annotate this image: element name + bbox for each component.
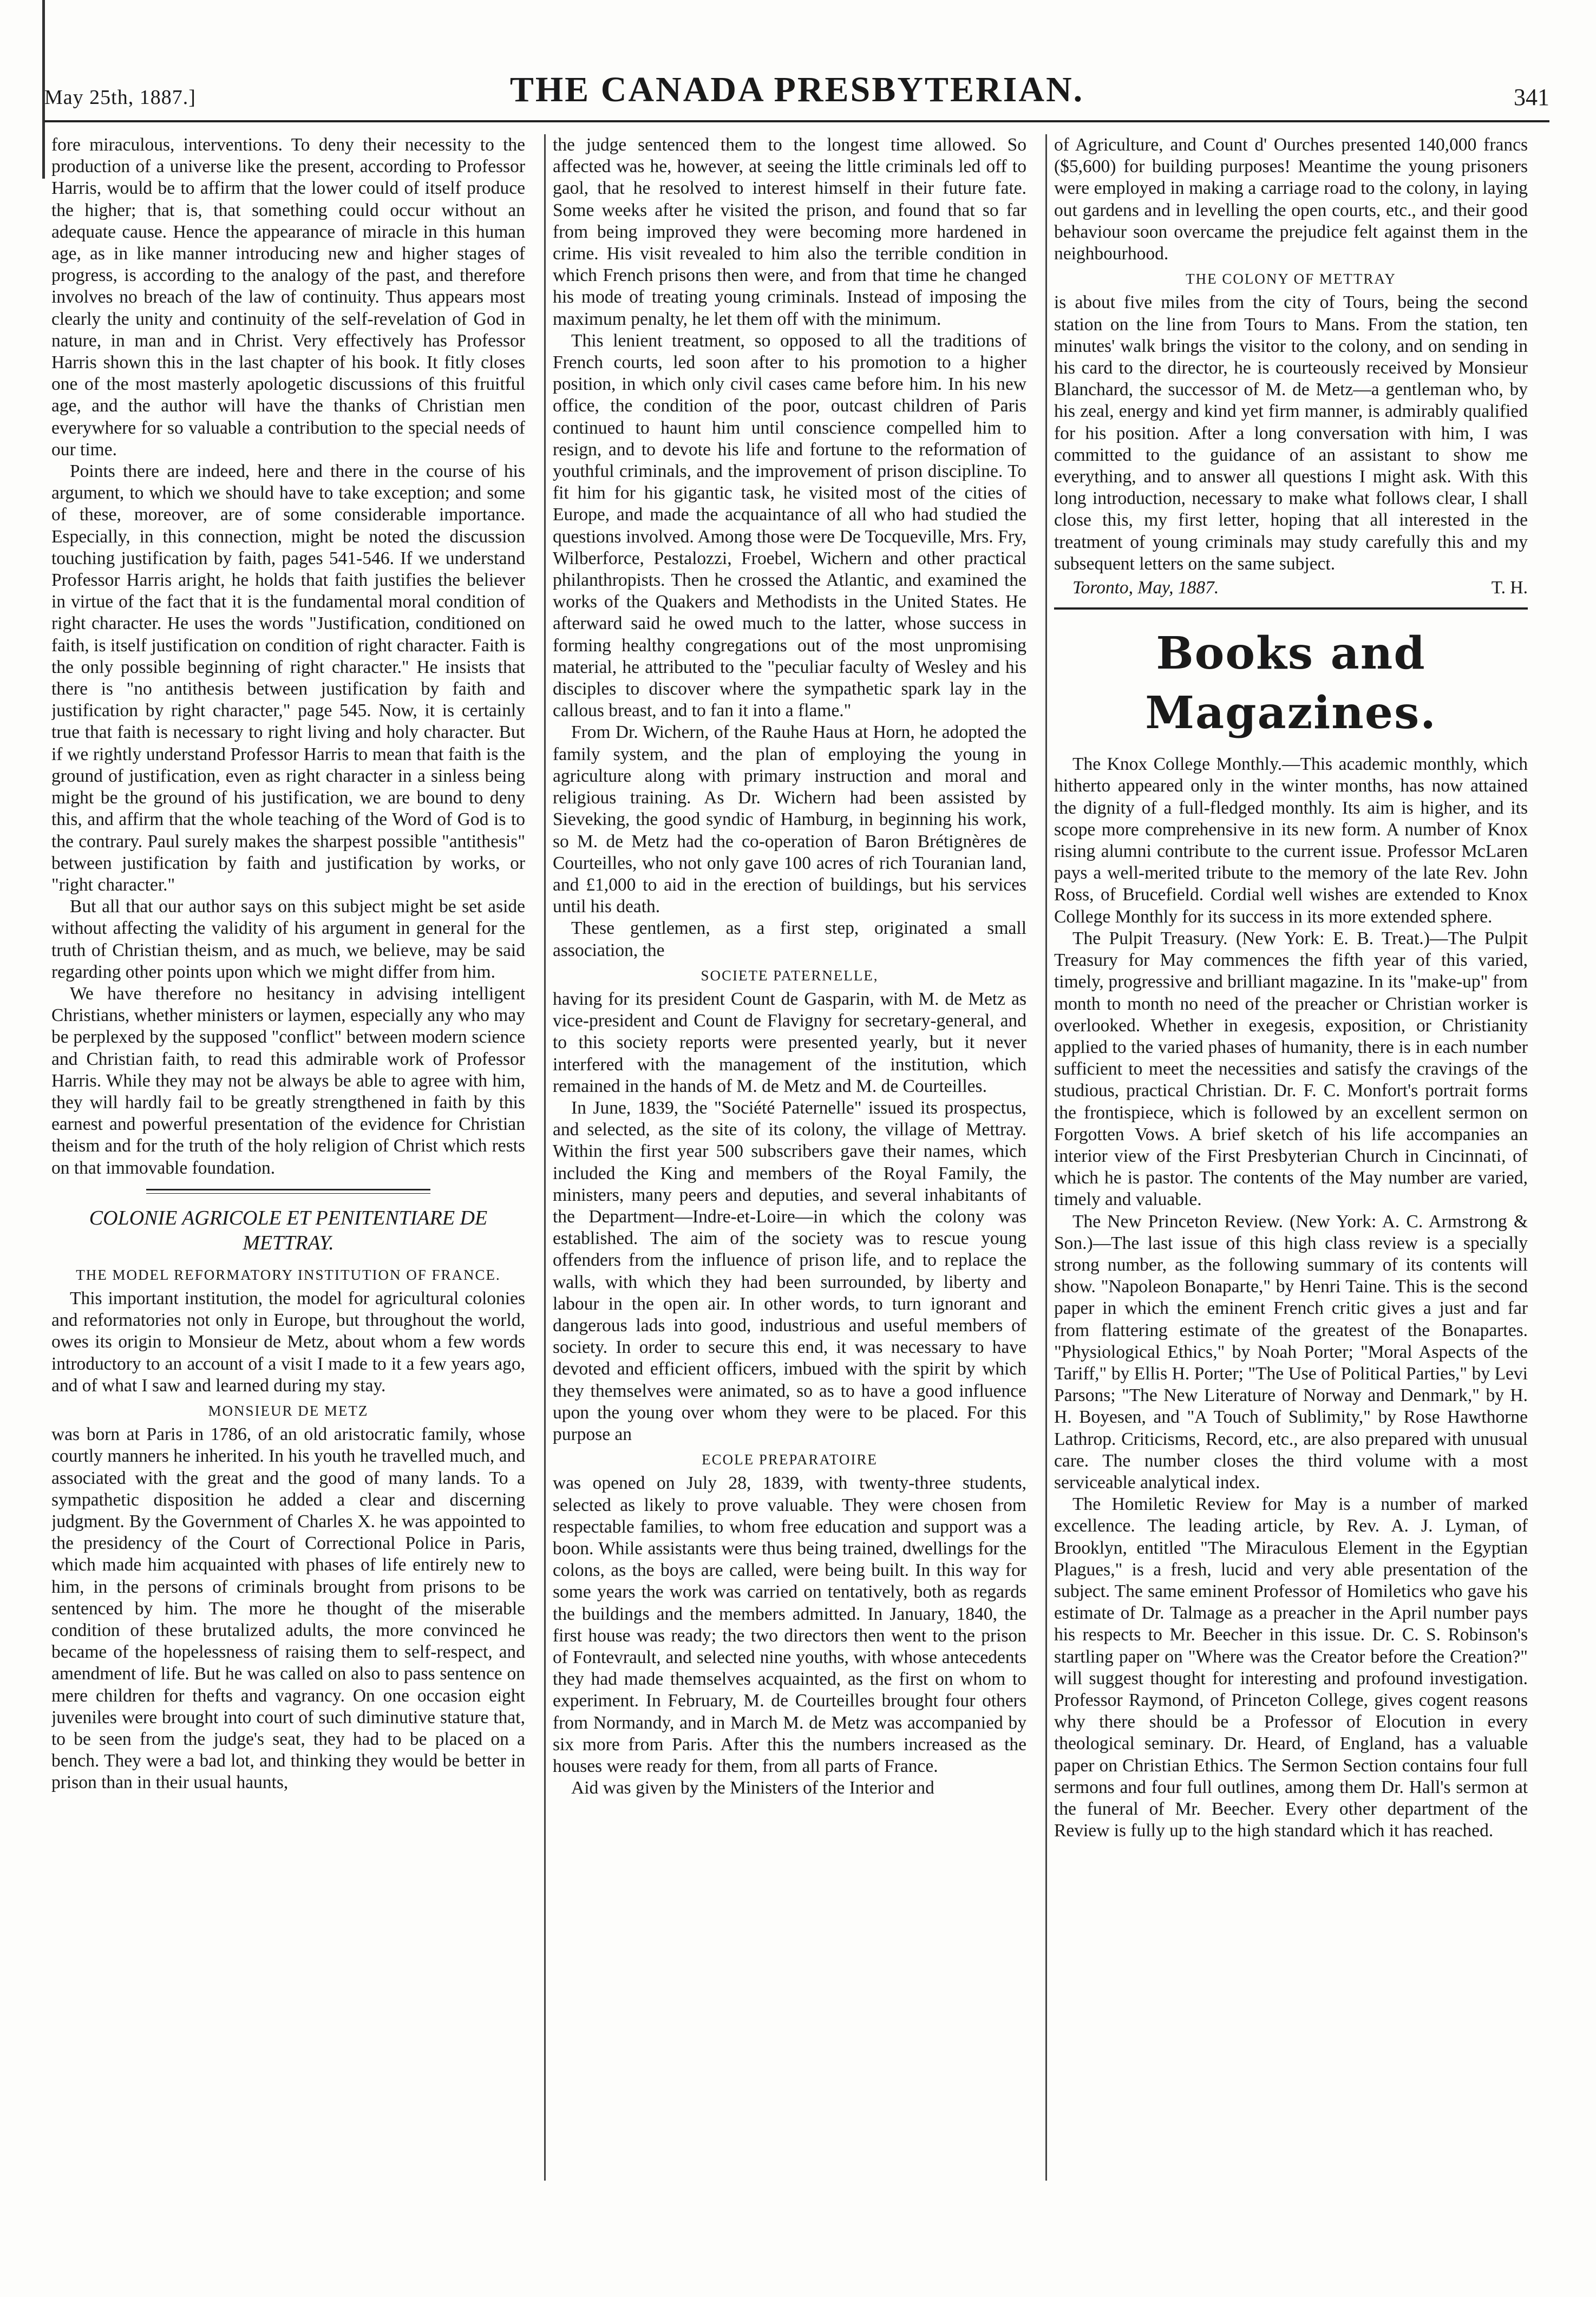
paragraph: These gentlemen, as a first step, originated a small association, the <box>553 918 1026 960</box>
paragraph: was born at Paris in 1786, of an old aristocratic family, whose courtly manners he inherited. In his youth he travelled much, and associated with the great and the good of many lands. To a sympathetic disposition he added a clear and discerning judgment. By the Government of Charles X. he was appointed to the presidency of the Court of Correctional Police in Paris, which made him acquainted with phases of life entirely new to him, in the persons of criminals brought from prisons to be sentenced by him. The more he thought of the miserable condition of these brutalized adults, the more convinced he became of the hopelessness of raising them to self-respect, and amendment of life. But he was called on also to pass sentence on mere children for thefts and vagrancy. On one occasion eight juveniles were brought into court of such diminutive stature that, to be seen from the judge's seat, they had to be placed on a bench. They were a bad lot, and thinking they would be better in prison than in their usual haunts, <box>51 1424 525 1793</box>
section-separator <box>146 1189 430 1194</box>
paragraph: This important institution, the model for agricultural colonies and reformatories not only in Europe, but throughout the world, owes its origin to Monsieur de Metz, about whom a few words introductory to an account of a visit I made to it a few years ago, and of what I saw and learned during my stay. <box>51 1288 525 1396</box>
paragraph: The Pulpit Treasury. (New York: E. B. Treat.)—The Pulpit Treasury for May commences the fifth year of this varied, timely, progressive and brilliant magazine. In its "make-up" from month to month no need of the preacher or Christian worker is overlooked. Whether in exegesis, exposition, or Christianity applied to the varied phases of humanity, there is in each number sufficient to meet the necessities and satisfy the cravings of the studious, practical Christian. Dr. F. C. Monfort's portrait forms the frontispiece, which is followed by an excellent sermon on Forgotten Vows. A brief sketch of his life accompanies an interior view of the First Presbyterian Church in Cincinnati, of which he is pastor. The contents of the May number are varied, timely and valuable. <box>1054 928 1528 1210</box>
page-header <box>44 69 1549 123</box>
column-2 <box>553 134 1026 2186</box>
signature-initials: T. H. <box>1491 578 1528 598</box>
paragraph: fore miraculous, interventions. To deny their necessity to the production of a universe like the present, according to Professor Harris, would be to affirm that the lower could of itself produce the higher; that is, that something could occur without an adequate cause. Hence the appearance of miracle in this human age, as in like manner introducing new and higher stages of progress, is according to the analogy of the past, and therefore involves no breach of the law of continuity. Thus appears most clearly the unity and continuity of the self-revelation of God in nature, in man and in Christ. Very effectively has Professor Harris shown this in the last chapter of his book. It fitly closes one of the most masterly apologetic discussions of this fruitful age, and the author will have the thanks of Christian men everywhere for so valuable a contribution to the special needs of our time. <box>51 135 525 460</box>
paragraph: The Knox College Monthly.—This academic monthly, which hitherto appeared only in the winter months, has now attained the dignity of a full-fledged monthly. Its aim is higher, and its scope more comprehensive in its new form. A number of Knox rising alumni contribute to the current issue. Professor McLaren pays a well-merited tribute to the memory of the late Rev. John Ross, of Brucefield. Cordial well wishes are extended to Knox College Monthly for its success in its more extended sphere. <box>1054 754 1528 927</box>
header-rule <box>44 120 1549 122</box>
masthead-title: THE CANADA PRESBYTERIAN. <box>509 70 1084 109</box>
paragraph: Aid was given by the Ministers of the Interior and <box>571 1778 934 1798</box>
subheading: ECOLE PREPARATOIRE <box>702 1451 878 1468</box>
paragraph: having for its president Count de Gasparin, with M. de Metz as vice-president and Count de Flavigny for secretary-general, and to this society reports were presented yearly, but it never interfered with the management of the institution, which remained in the hands of M. de Metz and M. de Courteilles. <box>553 989 1026 1096</box>
page-number: 341 <box>1514 84 1549 110</box>
paragraph: In June, 1839, the "Société Paternelle" issued its prospectus, and selected, as the site of its colony, the village of Mettray. Within the first year 500 subscribers gave their names, which included the King and members of the Royal Family, the ministers, many peers and deputies, and several inhabitants of the Department—Indre-et-Loire—in which the colony was established. The aim of the society was to rescue young offenders from the influence of prison life, and to replace the walls, with which they had been surrounded, by liberty and labour in the open air. In other words, to turn ignorant and dangerous lads into good, industrious and useful members of society. In order to secure this end, it was necessary to have devoted and efficient officers, imbued with the spirit by which they themselves were animated, so as to have a good influence upon the young over whom they were to be placed. For this purpose an <box>553 1097 1026 1444</box>
paragraph: The Homiletic Review for May is a number of marked excellence. The leading article, by Rev. A. J. Lyman, of Brooklyn, entitled "The Miraculous Element in the Egyptian Plagues," is a fresh, lucid and very able presentation of the subject. The same eminent Professor of Homiletics who gave his estimate of Dr. Talmage as a preacher in the April number pays his respects to Mr. Beecher in this issue. Dr. C. S. Robinson's startling paper on "Where was the Creator before the Creation?" will suggest thought for interesting and profound investigation. Professor Raymond, of Princeton College, gives cogent reasons why there should be a Professor of Elocution in every theological seminary. Dr. Heard, of England, has a valuable paper on Christian Ethics. The Sermon Section contains four full sermons and four full outlines, among them Dr. Hall's sermon at the funeral of Mr. Beecher. Every other department of the Review is fully up to the high standard which it has reached. <box>1054 1494 1528 1841</box>
paragraph: We have therefore no hesitancy in advising intelligent Christians, whether ministers or laymen, especially any who may be perplexed by the supposed "conflict" between modern science and Christian faith, to read this admirable work of Professor Harris. While they may not be always be able to agree with him, they will hardly fail to be greatly strengthened in faith by this earnest and powerful presentation of the evidence for Christian theism and for the truth of the holy religion of Christ which rests on that immovable foundation. <box>51 983 525 1178</box>
paragraph: From Dr. Wichern, of the Rauhe Haus at Horn, he adopted the family system, and the plan of employing the young in agriculture along with primary instruction and moral and religious training. As Dr. Wichern had been assisted by Sieveking, the good syndic of Hamburg, in beginning his work, so M. de Metz had the co-operation of Baron Brétignères de Courteilles, who not only gave 100 acres of rich Touranian land, and £1,000 to aid in the erection of buildings, but his services until his death. <box>553 722 1026 917</box>
subheading: MONSIEUR DE METZ <box>208 1402 369 1419</box>
paragraph: was opened on July 28, 1839, with twenty-three students, selected as likely to prove valuable. They were chosen from respectable families, to whom free education and support was a boon. While assistants were thus being trained, dwellings for the colons, as the boys are called, were being built. In this way for some years the work was carried on tentatively, both as regards the buildings and the members admitted. In January, 1840, the first house was ready; the two directors then went to the prison of Fontevrault, and selected nine youths, with whose antecedents they had made themselves acquainted, as the first on whom to experiment. In February, M. de Courteilles brought four others from Normandy, and in March M. de Metz was accompanied by six more from Paris. After this the numbers increased as the houses were ready for them, from all parts of France. <box>553 1473 1026 1777</box>
issue-date: May 25th, 1887.] <box>44 86 196 109</box>
column-3 <box>1054 134 1528 2186</box>
paragraph: But all that our author says on this subject might be set aside without affecting the validity of his argument in general for the truth of Christian theism, and as much, we believe, may be said regarding other points upon which we might differ from him. <box>51 896 525 982</box>
paragraph: is about five miles from the city of Tours, being the second station on the line from Tours to Mans. From the station, ten minutes' walk brings the visitor to the colony, and on sending in his card to the director, he is courteously received by Monsieur Blanchard, the successor of M. de Metz—a gentleman who, by his zeal, energy and kind yet firm manner, is admirably qualified for his position. After a long conversation with him, I was committed to the guidance of an assistant to show me everything, and to answer all questions I might ask. With this long introduction, necessary to make what follows clear, I shall close this, my first letter, hoping that all interested in the treatment of young criminals may study carefully this and my subsequent letters on the same subject. <box>1054 292 1528 574</box>
paragraph: the judge sentenced them to the longest time allowed. So affected was he, however, at seeing the little criminals led off to gaol, that he resolved to interest himself in their future fate. Some weeks after he visited the prison, and found that so far from being improved they were becoming more hardened in crime. His visit revealed to him also the terrible condition in which French prisons then were, and from that time he changed his mode of treating young criminals. Instead of imposing the maximum penalty, he let them off with the minimum. <box>553 135 1026 329</box>
signature-line <box>1054 577 1528 599</box>
column-rule <box>1045 134 1047 2181</box>
section-rule <box>1054 607 1528 610</box>
column-1 <box>51 134 525 2186</box>
subheading: THE COLONY OF METTRAY <box>1186 271 1396 287</box>
article-subtitle: THE MODEL REFORMATORY INSTITUTION OF FRANCE. <box>76 1266 501 1283</box>
paragraph: This lenient treatment, so opposed to all the traditions of French courts, led soon after to his promotion to a higher position, in which only civil cases came before him. In his new office, the condition of the poor, outcast children of Paris continued to haunt him until conscience compelled him to resign, and to devote his life and fortune to the reformation of youthful criminals, and the improvement of prison discipline. To fit him for his gigantic task, he visited most of the cities of Europe, and made the acquaintance of all who had studied the questions involved. Among those were De Tocqueville, Mrs. Fry, Wilberforce, Pestalozzi, Froebel, Wichern and other practical philanthropists. Then he crossed the Atlantic, and examined the works of the Quakers and Methodists in the United States. He afterward said he owed much to the latter, whose success in forming healthy congregations out of the most unpromising material, he attributed to the "peculiar faculty of Wesley and his disciples to discover where the sympathetic spark lay in the callous breast, and to fan it into a flame." <box>553 330 1026 721</box>
signature-place: Toronto, May, 1887. <box>1072 578 1219 598</box>
paragraph: The New Princeton Review. (New York: A. C. Armstrong & Son.)—The last issue of this high class review is a specially strong number, as the following summary of its contents will show. "Napoleon Bonaparte," by Henri Taine. This is the second paper in which the eminent French critic gives a just and far from flattering estimate of the greatest of the Bonapartes. "Physiological Ethics," by Noah Porter; "Moral Aspects of the Tariff," by Ellis H. Porter; "The Use of Political Parties," by Levi Parsons; "The New Literature of Norway and Denmark," by H. H. Boyesen, and "A Touch of Sublimity," by Rose Hawthorne Lathrop. Criticisms, Record, etc., are also prepared with unusual care. The number closes the third volume with a most serviceable analytical index. <box>1054 1211 1528 1493</box>
article-title: COLONIE AGRICOLE ET PENITENTIARE DE METTRAY. <box>89 1206 488 1254</box>
section-title: Books and Magazines. <box>1145 627 1437 740</box>
subheading: SOCIETE PATERNELLE, <box>701 967 879 984</box>
paragraph: Points there are indeed, here and there in the course of his argument, to which we should have to take exception; and some of these, moreover, are of some considerable importance. Especially, in this connection, might be noted the discussion touching justification by faith, pages 541-546. If we understand Professor Harris aright, he holds that faith justifies the believer in virtue of the fact that it is the fundamental moral condition of right character. He uses the words "Justification, conditioned on faith, is itself justification on condition of right character. Faith is the only possible beginning of right character." He insists that there is "no antithesis between justification by faith and justification by right character," page 545. Now, it is certainly true that faith is necessary to right living and holy character. But if we rightly understand Professor Harris to mean that faith is the ground of justification, even as right character in a sinless being might be the ground of his justification, we are bound to deny this, and affirm that the whole teaching of the Word of God is to the contrary. Paul surely makes the sharpest possible "antithesis" between justification by faith and justification by works, or "right character." <box>51 461 525 895</box>
column-rule <box>544 134 546 2181</box>
paragraph: of Agriculture, and Count d' Ourches presented 140,000 francs ($5,600) for building purposes! Meantime the young prisoners were employed in making a carriage road to the colony, in laying out gardens and in levelling the open courts, etc., and their good behaviour soon overcame the prejudice felt against them in the neighbourhood. <box>1054 135 1528 264</box>
